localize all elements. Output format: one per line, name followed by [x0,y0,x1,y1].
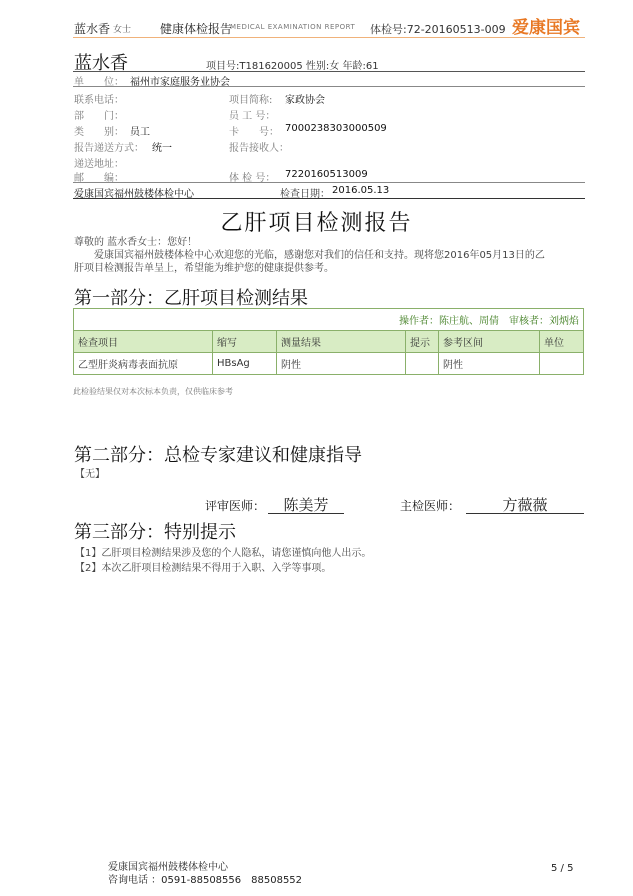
results-table [73,308,584,375]
results-note: 此检验结果仅对本次标本负责，仅供临床参考 [73,387,233,396]
column-header: 测量结果 [277,331,406,353]
header-gender: 女士 [113,25,132,35]
reviewer-label: 评审医师： [205,499,266,513]
unit-label: 单 位： [74,77,124,88]
exam-number-label: 体 检 号： [229,173,276,184]
table-cell: 乙型肝炎病毒表面抗原 [74,353,213,375]
operators-cell: 操作者：陈庄航、周倩 审核者：刘炳焰 [74,309,584,331]
address-label: 递送地址： [74,159,124,170]
table-cell: 阴性 [439,353,540,375]
part1-title: 第一部分：乙肝项目检测结果 [74,288,308,309]
table-cell: HBsAg [213,353,277,375]
row-divider [73,198,585,199]
exam-date-label: 检查日期： [280,189,330,200]
column-header: 提示 [406,331,439,353]
greeting-body-line2: 肝项目检测报告单呈上，希望能为维护您的健康提供参考。 [74,263,334,274]
exam-number-value: 7220160513009 [285,169,368,180]
header-exam-number: 体检号:72-20160513-009 [370,23,506,36]
patient-divider [73,71,585,72]
category-label: 类 别： [74,127,124,138]
exam-center: 爱康国宾福州鼓楼体检中心 [74,189,194,200]
row-divider [73,86,585,87]
brand-logo: 爱康国宾 [512,18,580,38]
part3-title: 第三部分：特别提示 [74,522,236,543]
unit-value: 福州市家庭服务业协会 [130,77,230,88]
header-subtitle: MEDICAL EXAMINATION REPORT [230,23,356,31]
footer-phone: 咨询电话 ：0591-88508556 88508552 [108,875,303,886]
part2-title: 第二部分：总检专家建议和健康指导 [74,445,362,466]
project-abbr-value: 家政协会 [285,95,325,106]
footer-center: 爱康国宾福州鼓楼体检中心 [108,862,228,873]
report-title: 乙肝项目检测报告 [220,211,413,236]
reviewer-signature-line [268,513,344,514]
department-label: 部 门： [74,111,124,122]
table-cell: 阴性 [277,353,406,375]
delivery-method-label: 报告递送方式： [74,143,144,154]
exam-date-value: 2016.05.13 [332,185,390,196]
receiver-label: 报告接收人： [229,143,289,154]
header-report-title: 健康体检报告 [160,22,233,36]
category-value: 员工 [130,127,150,138]
card-label: 卡 号： [229,127,279,138]
chief-signature-line [466,513,584,514]
column-header: 单位 [540,331,584,353]
reviewer-signature: 陈美芳 [283,496,329,514]
postcode-label: 邮 编： [74,173,124,184]
table-cell [540,353,584,375]
phone-label: 联系电话： [74,95,124,106]
patient-name: 蓝水香 [74,53,128,74]
row-divider [73,182,585,183]
header-patient-name: 蓝水香 [74,22,111,36]
tip-item: 【2】本次乙肝项目检测结果不得用于入职、入学等事项。 [75,563,332,574]
chief-label: 主检医师： [400,499,461,513]
operators-row [74,309,584,331]
delivery-method-value: 统一 [152,143,172,154]
greeting-salutation: 尊敬的 蓝水香女士：您好！ [74,237,198,248]
column-header: 参考区间 [439,331,540,353]
card-value: 7000238303000509 [285,123,387,134]
page-number: 5 / 5 [551,863,574,874]
project-abbr-label: 项目简称: [229,95,273,106]
chief-signature: 方薇薇 [502,496,548,514]
table-cell [406,353,439,375]
staff-number-label: 员 工 号： [229,111,276,122]
patient-info: 项目号:T181620005 性别:女 年龄:61 [206,61,379,72]
part2-content: 【无】 [75,469,105,480]
table-row [74,353,584,375]
column-header: 检查项目 [74,331,213,353]
greeting-body-line1: 爱康国宾福州鼓楼体检中心欢迎您的光临，感谢您对我们的信任和支持。现将您2016年05月13日的乙 [74,250,545,261]
column-header: 缩写 [213,331,277,353]
table-header-row [74,331,584,353]
tip-item: 【1】乙肝项目检测结果涉及您的个人隐私，请您谨慎向他人出示。 [75,548,372,559]
header-divider [73,37,585,38]
